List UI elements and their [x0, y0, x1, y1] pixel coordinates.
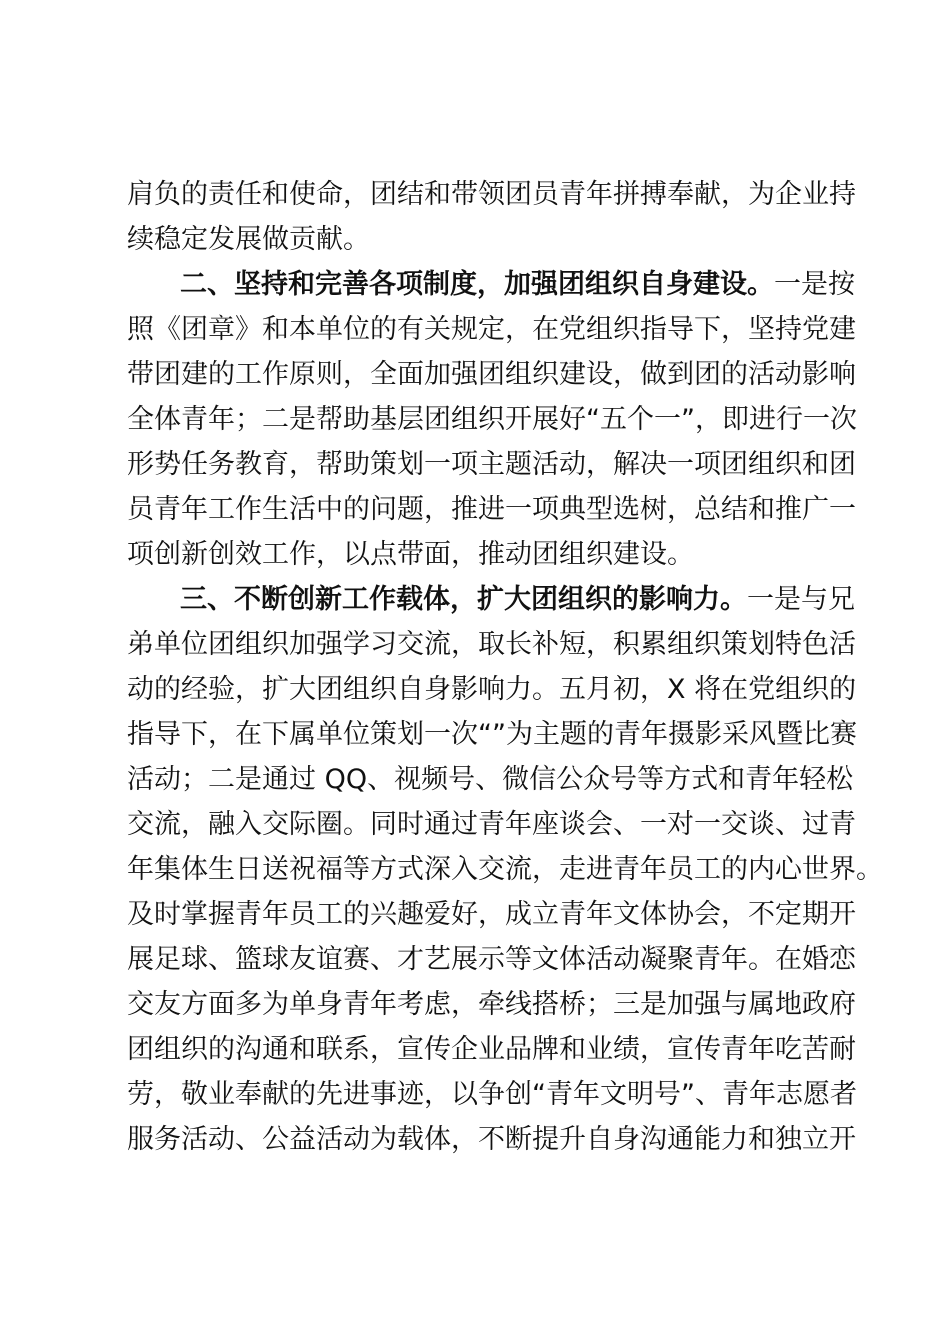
text-line: 员青年工作生活中的问题，推进一项典型选树，总结和推广一: [127, 494, 856, 525]
text-line: 形势任务教育，帮助策划一项主题活动，解决一项团组织和团: [127, 449, 856, 480]
text-line: 服务活动、公益活动为载体，不断提升自身沟通能力和独立开: [127, 1124, 856, 1155]
text-line: 照《团章》和本单位的有关规定，在党组织指导下，坚持党建: [127, 314, 856, 345]
text-line: 展足球、篮球友谊赛、才艺展示等文体活动凝聚青年。在婚恋: [127, 944, 856, 975]
section-3-lead: 一是与兄: [747, 584, 855, 615]
text-line: 续稳定发展做贡献。: [127, 224, 370, 255]
section-2-first-line: [180, 262, 855, 308]
section-3-heading: 三、不断创新工作载体，扩大团组织的影响力。: [180, 584, 747, 615]
text-line: 全体青年；二是帮助基层团组织开展好“五个一”，即进行一次: [127, 404, 857, 435]
text-line: 团组织的沟通和联系，宣传企业品牌和业绩，宣传青年吃苦耐: [127, 1034, 856, 1065]
section-2-lead: 一是按: [774, 269, 855, 300]
text-line: 带团建的工作原则，全面加强团组织建设，做到团的活动影响: [127, 359, 856, 390]
text-line: 活动；二是通过 QQ、视频号、微信公众号等方式和青年轻松: [127, 764, 854, 795]
text-line: 劳，敬业奉献的先进事迹，以争创“青年文明号”、青年志愿者: [127, 1079, 857, 1110]
section-3-first-line: [180, 577, 855, 623]
text-line: 交友方面多为单身青年考虑，牵线搭桥；三是加强与属地政府: [127, 989, 856, 1020]
text-line: 指导下，在下属单位策划一次“”为主题的青年摄影采风暨比赛: [127, 719, 857, 750]
text-line: 交流，融入交际圈。同时通过青年座谈会、一对一交谈、过青: [127, 809, 856, 840]
text-line: 及时掌握青年员工的兴趣爱好，成立青年文体协会，不定期开: [127, 899, 856, 930]
section-2-heading: 二、坚持和完善各项制度，加强团组织自身建设。: [180, 269, 774, 300]
text-line: 项创新创效工作，以点带面，推动团组织建设。: [127, 539, 694, 570]
text-line: 肩负的责任和使命，团结和带领团员青年拼搏奉献，为企业持: [127, 179, 856, 210]
text-line: 动的经验，扩大团组织自身影响力。五月初，X 将在党组织的: [127, 674, 857, 705]
text-line: 弟单位团组织加强学习交流，取长补短，积累组织策划特色活: [127, 629, 856, 660]
text-line: 年集体生日送祝福等方式深入交流，走进青年员工的内心世界。: [127, 854, 883, 885]
